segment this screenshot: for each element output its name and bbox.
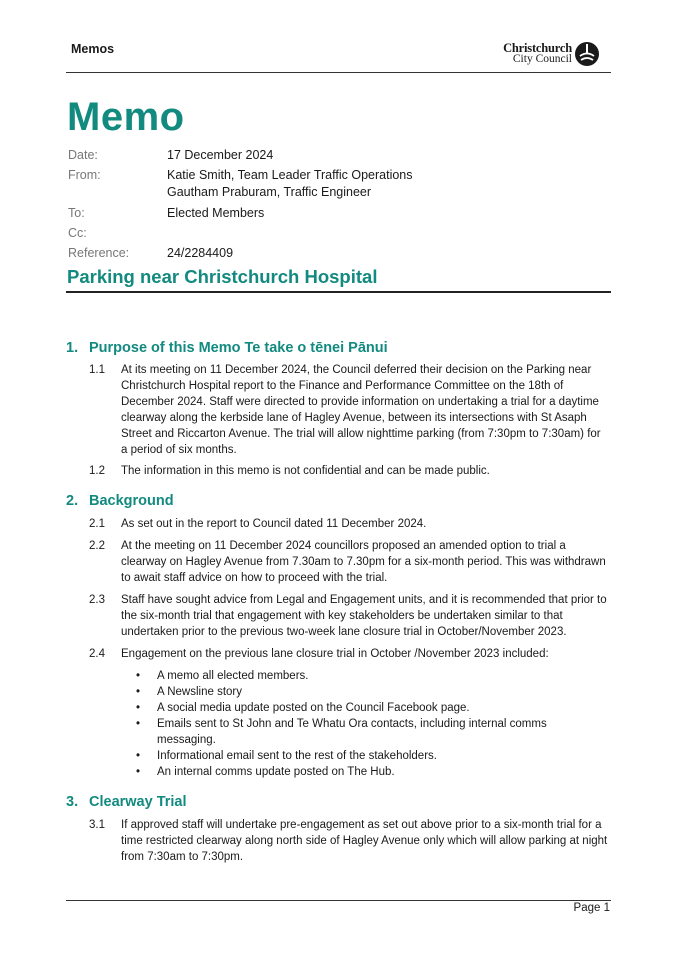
list-item: • A Newsline story: [136, 684, 606, 700]
list-item: • An internal comms update posted on The Hub.: [136, 764, 606, 780]
paragraph-number: 2.1: [89, 518, 105, 530]
paragraph-1-1: [89, 362, 609, 458]
subject-divider: [66, 291, 611, 293]
header-divider: [66, 72, 611, 73]
logo-line-1: Christchurch: [503, 41, 572, 55]
paragraph-number: 3.1: [89, 819, 105, 831]
paragraph-number: 1.2: [89, 465, 105, 477]
memo-title: Memo: [67, 95, 185, 139]
from-label: From:: [68, 168, 101, 182]
reference-value: 24/2284409: [167, 246, 234, 260]
paragraph-3-1: [89, 817, 609, 865]
section-number: 2.: [66, 493, 79, 509]
footer-divider: [66, 900, 611, 901]
date-label: Date:: [68, 148, 98, 162]
list-item: • A memo all elected members.: [136, 668, 606, 684]
reference-label: Reference:: [68, 246, 130, 260]
from-value-1: Katie Smith, Team Leader Traffic Operations: [167, 168, 413, 182]
logo-line-2: City Council: [512, 53, 572, 65]
paragraph-2-2: [89, 538, 609, 586]
paragraph-number: 2.3: [89, 594, 105, 606]
page-number: Page 1: [573, 902, 610, 914]
memo-subject: Parking near Christchurch Hospital: [67, 266, 378, 287]
date-value: 17 December 2024: [167, 148, 274, 162]
paragraph-number: 1.1: [89, 364, 105, 376]
header-label: Memos: [71, 42, 115, 56]
paragraph-1-2: [89, 463, 609, 479]
paragraph-text: As set out in the report to Council dated 11 December 2024.: [121, 518, 427, 530]
section-number: 1.: [66, 340, 79, 356]
cc-label: Cc:: [68, 226, 87, 240]
section-title: Purpose of this Memo Te take o tēnei Pānui: [89, 340, 388, 356]
engagement-list: [136, 668, 606, 780]
council-logo: [498, 41, 600, 67]
paragraph-text: The information in this memo is not confidential and can be made public.: [121, 465, 490, 477]
to-value: Elected Members: [167, 206, 265, 220]
paragraph-2-3: [89, 592, 609, 640]
paragraph-text: Engagement on the previous lane closure trial in October /November 2023 included:: [121, 648, 549, 660]
cathedral-logo-icon: [574, 41, 600, 67]
list-item: • A social media update posted on the Council Facebook page.: [136, 700, 606, 716]
section-number: 3.: [66, 794, 79, 810]
paragraph-number: 2.4: [89, 648, 105, 660]
section-3-heading: [66, 794, 187, 810]
section-title: Clearway Trial: [89, 794, 187, 810]
section-1-heading: [66, 340, 388, 356]
paragraph-2-1: [89, 516, 609, 532]
paragraph-text: Staff have sought advice from Legal and Engagement units, and it is recommended that prior to the six-month trial that engagement with key stakeholders be undertaken similar to that undertaken prior to the previous two-week lane closure trial in October/November 2023.: [121, 594, 607, 638]
from-value-2: Gautham Praburam, Traffic Engineer: [167, 185, 372, 199]
list-item: • Emails sent to St John and Te Whatu Ora contacts, including internal comms messaging.: [136, 716, 606, 748]
paragraph-text: At the meeting on 11 December 2024 councillors proposed an amended option to trial a clearway on Hagley Avenue from 7.30am to 7.30pm for a six-month period. This was withdrawn to await staff advice on how to proceed with the trial.: [121, 540, 606, 584]
paragraph-2-4: [89, 646, 609, 662]
paragraph-text: If approved staff will undertake pre-engagement as set out above prior to a six-month trial for a time restricted clearway along north side of Hagley Avenue only which will allow parking at night from 7:30am to 7:30pm.: [121, 819, 608, 863]
list-item: • Informational email sent to the rest of the stakeholders.: [136, 748, 606, 764]
section-2-heading: [66, 493, 174, 509]
section-title: Background: [89, 493, 174, 509]
to-label: To:: [68, 206, 85, 220]
paragraph-text: At its meeting on 11 December 2024, the Council deferred their decision on the Parking near Christchurch Hospital report to the Finance and Performance Committee on the 18th of December 2024. Staff were directed to provide information on undertaking a trial for a daytime clearway along the kerbside lane of Hagley Avenue, between its intersections with St Asaph Street and Riccarton Avenue. The trial will allow nighttime parking (from 7:30pm to 7:30am) for a period of six months.: [121, 364, 601, 456]
paragraph-number: 2.2: [89, 540, 105, 552]
